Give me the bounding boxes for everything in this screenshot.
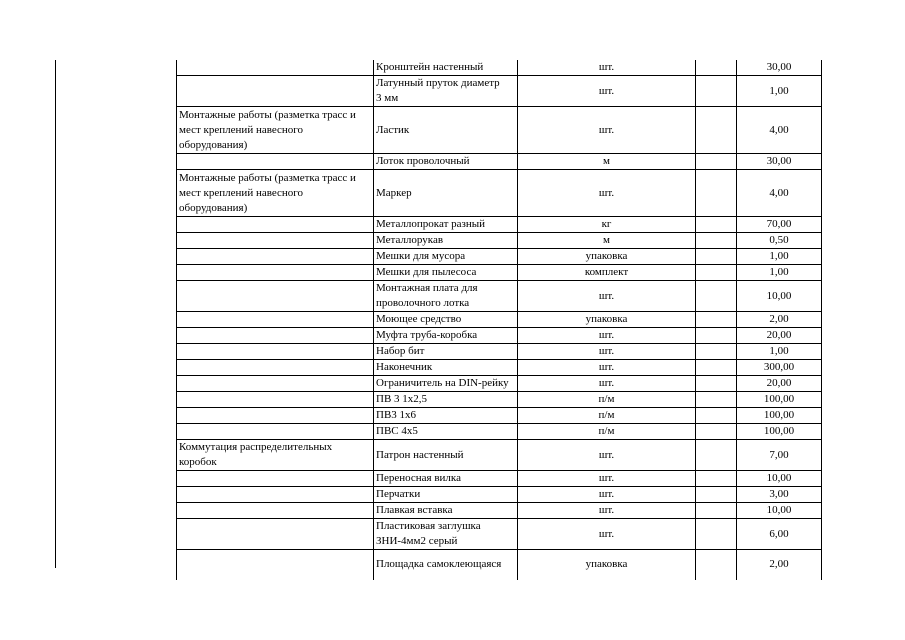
table-row bbox=[177, 503, 822, 519]
unit-cell: м bbox=[518, 154, 696, 170]
work-cell bbox=[177, 487, 374, 503]
materials-table bbox=[176, 60, 822, 580]
empty-cell bbox=[696, 281, 737, 312]
work-cell bbox=[177, 392, 374, 408]
work-cell bbox=[177, 265, 374, 281]
empty-cell bbox=[696, 60, 737, 76]
unit-cell: шт. bbox=[518, 170, 696, 217]
material-name-cell: Металлорукав bbox=[374, 233, 518, 249]
quantity-cell: 30,00 bbox=[737, 60, 822, 76]
work-cell: Коммутация распределительных коробок bbox=[177, 440, 374, 471]
table-row bbox=[177, 519, 822, 550]
quantity-cell: 0,50 bbox=[737, 233, 822, 249]
empty-cell bbox=[696, 344, 737, 360]
unit-cell: п/м bbox=[518, 424, 696, 440]
material-name-cell: Муфта труба-коробка bbox=[374, 328, 518, 344]
quantity-cell: 4,00 bbox=[737, 107, 822, 154]
table-row bbox=[177, 471, 822, 487]
material-name-cell: Перчатки bbox=[374, 487, 518, 503]
unit-cell: упаковка bbox=[518, 550, 696, 580]
quantity-cell: 20,00 bbox=[737, 376, 822, 392]
empty-cell bbox=[696, 265, 737, 281]
table-row bbox=[177, 154, 822, 170]
quantity-cell: 6,00 bbox=[737, 519, 822, 550]
unit-cell: шт. bbox=[518, 471, 696, 487]
empty-cell bbox=[696, 471, 737, 487]
empty-cell bbox=[696, 76, 737, 107]
table-row bbox=[177, 392, 822, 408]
material-name-cell: Монтажная плата для проволочного лотка bbox=[374, 281, 518, 312]
unit-cell: упаковка bbox=[518, 249, 696, 265]
material-name-cell: Патрон настенный bbox=[374, 440, 518, 471]
quantity-cell: 1,00 bbox=[737, 76, 822, 107]
material-name-cell: Площадка самоклеющаяся bbox=[374, 550, 518, 580]
work-cell bbox=[177, 281, 374, 312]
quantity-cell: 2,00 bbox=[737, 312, 822, 328]
table-row bbox=[177, 281, 822, 312]
material-name-cell: Латунный пруток диаметр 3 мм bbox=[374, 76, 518, 107]
table-row bbox=[177, 550, 822, 580]
work-cell bbox=[177, 471, 374, 487]
table-row bbox=[177, 408, 822, 424]
unit-cell: шт. bbox=[518, 376, 696, 392]
quantity-cell: 4,00 bbox=[737, 170, 822, 217]
unit-cell: шт. bbox=[518, 76, 696, 107]
material-name-cell: Переносная вилка bbox=[374, 471, 518, 487]
empty-cell bbox=[696, 503, 737, 519]
work-cell: Монтажные работы (разметка трасс и мест креплений навесного оборудования) bbox=[177, 107, 374, 154]
table-row bbox=[177, 76, 822, 107]
empty-cell bbox=[696, 360, 737, 376]
empty-cell bbox=[696, 312, 737, 328]
unit-cell: шт. bbox=[518, 328, 696, 344]
material-name-cell: Металлопрокат разный bbox=[374, 217, 518, 233]
quantity-cell: 7,00 bbox=[737, 440, 822, 471]
material-name-cell: ПВ 3 1х2,5 bbox=[374, 392, 518, 408]
empty-cell bbox=[696, 170, 737, 217]
empty-cell bbox=[696, 249, 737, 265]
material-name-cell: Мешки для пылесоса bbox=[374, 265, 518, 281]
empty-cell bbox=[696, 487, 737, 503]
table-row bbox=[177, 107, 822, 154]
quantity-cell: 1,00 bbox=[737, 344, 822, 360]
unit-cell: шт. bbox=[518, 487, 696, 503]
table-row bbox=[177, 170, 822, 217]
work-cell bbox=[177, 344, 374, 360]
unit-cell: шт. bbox=[518, 503, 696, 519]
unit-cell: шт. bbox=[518, 281, 696, 312]
empty-cell bbox=[696, 408, 737, 424]
quantity-cell: 10,00 bbox=[737, 471, 822, 487]
quantity-cell: 1,00 bbox=[737, 265, 822, 281]
unit-cell: п/м bbox=[518, 392, 696, 408]
empty-cell bbox=[696, 217, 737, 233]
table-row bbox=[177, 487, 822, 503]
quantity-cell: 70,00 bbox=[737, 217, 822, 233]
quantity-cell: 100,00 bbox=[737, 424, 822, 440]
work-cell bbox=[177, 424, 374, 440]
unit-cell: шт. bbox=[518, 344, 696, 360]
quantity-cell: 2,00 bbox=[737, 550, 822, 580]
quantity-cell: 3,00 bbox=[737, 487, 822, 503]
table-row bbox=[177, 440, 822, 471]
quantity-cell: 30,00 bbox=[737, 154, 822, 170]
table-row bbox=[177, 424, 822, 440]
material-name-cell: ПВ3 1х6 bbox=[374, 408, 518, 424]
table-row bbox=[177, 233, 822, 249]
work-cell bbox=[177, 233, 374, 249]
unit-cell: шт. bbox=[518, 440, 696, 471]
unit-cell: кг bbox=[518, 217, 696, 233]
work-cell bbox=[177, 312, 374, 328]
empty-cell bbox=[696, 424, 737, 440]
work-cell bbox=[177, 550, 374, 580]
material-name-cell: Набор бит bbox=[374, 344, 518, 360]
work-cell bbox=[177, 76, 374, 107]
empty-cell bbox=[696, 107, 737, 154]
table-row bbox=[177, 376, 822, 392]
table-row bbox=[177, 344, 822, 360]
empty-cell bbox=[696, 392, 737, 408]
quantity-cell: 10,00 bbox=[737, 503, 822, 519]
work-cell bbox=[177, 519, 374, 550]
quantity-cell: 1,00 bbox=[737, 249, 822, 265]
empty-cell bbox=[696, 519, 737, 550]
unit-cell: комплект bbox=[518, 265, 696, 281]
table-row bbox=[177, 312, 822, 328]
quantity-cell: 10,00 bbox=[737, 281, 822, 312]
empty-cell bbox=[696, 233, 737, 249]
material-name-cell: Лоток проволочный bbox=[374, 154, 518, 170]
quantity-cell: 300,00 bbox=[737, 360, 822, 376]
quantity-cell: 20,00 bbox=[737, 328, 822, 344]
work-cell bbox=[177, 154, 374, 170]
empty-cell bbox=[696, 550, 737, 580]
table-row bbox=[177, 328, 822, 344]
material-name-cell: Кронштейн настенный bbox=[374, 60, 518, 76]
empty-cell bbox=[696, 440, 737, 471]
unit-cell: шт. bbox=[518, 60, 696, 76]
work-cell bbox=[177, 408, 374, 424]
table-row bbox=[177, 265, 822, 281]
unit-cell: шт. bbox=[518, 107, 696, 154]
empty-cell bbox=[696, 376, 737, 392]
quantity-cell: 100,00 bbox=[737, 408, 822, 424]
material-name-cell: Ограничитель на DIN-рейку bbox=[374, 376, 518, 392]
work-cell bbox=[177, 503, 374, 519]
material-name-cell: Мешки для мусора bbox=[374, 249, 518, 265]
material-name-cell: Пластиковая заглушка ЗНИ-4мм2 серый bbox=[374, 519, 518, 550]
work-cell: Монтажные работы (разметка трасс и мест креплений навесного оборудования) bbox=[177, 170, 374, 217]
work-cell bbox=[177, 360, 374, 376]
work-cell bbox=[177, 376, 374, 392]
unit-cell: шт. bbox=[518, 360, 696, 376]
quantity-cell: 100,00 bbox=[737, 392, 822, 408]
material-name-cell: ПВС 4х5 bbox=[374, 424, 518, 440]
material-name-cell: Ластик bbox=[374, 107, 518, 154]
unit-cell: м bbox=[518, 233, 696, 249]
work-cell bbox=[177, 60, 374, 76]
empty-cell bbox=[696, 154, 737, 170]
work-cell bbox=[177, 328, 374, 344]
work-cell bbox=[177, 249, 374, 265]
unit-cell: шт. bbox=[518, 519, 696, 550]
material-name-cell: Моющее средство bbox=[374, 312, 518, 328]
table-row bbox=[177, 60, 822, 76]
table-row bbox=[177, 360, 822, 376]
unit-cell: п/м bbox=[518, 408, 696, 424]
page-margin-line bbox=[55, 60, 56, 568]
empty-cell bbox=[696, 328, 737, 344]
table-row bbox=[177, 249, 822, 265]
material-name-cell: Плавкая вставка bbox=[374, 503, 518, 519]
material-name-cell: Наконечник bbox=[374, 360, 518, 376]
material-name-cell: Маркер bbox=[374, 170, 518, 217]
work-cell bbox=[177, 217, 374, 233]
unit-cell: упаковка bbox=[518, 312, 696, 328]
table-row bbox=[177, 217, 822, 233]
